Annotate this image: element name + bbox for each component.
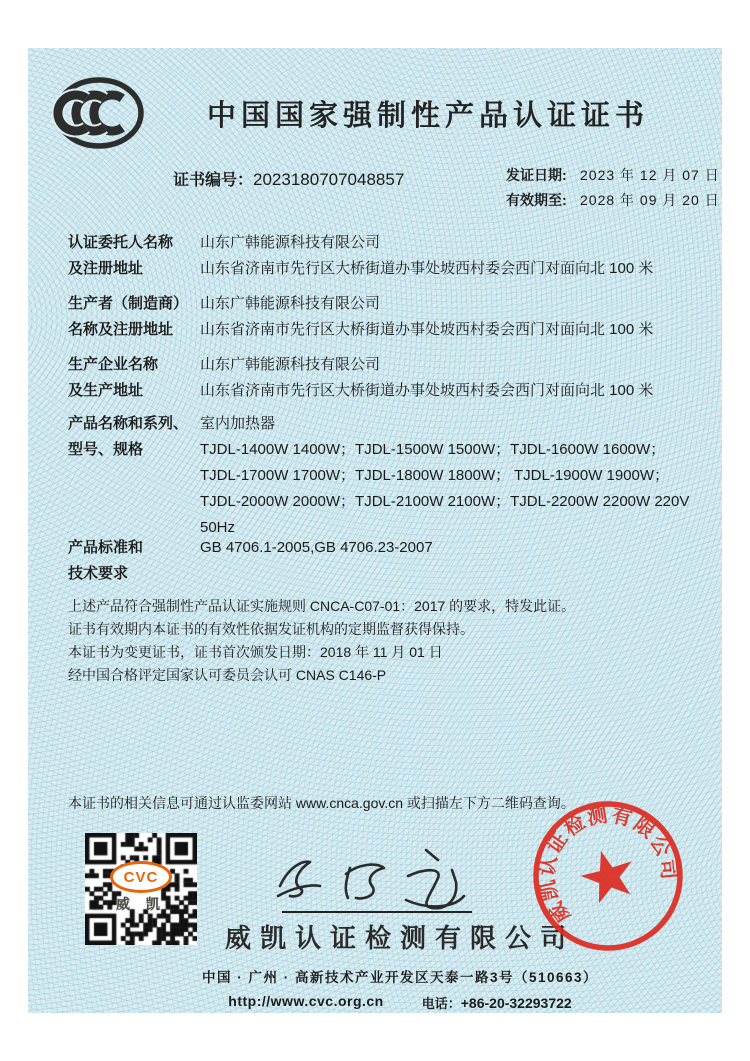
applicant-label-1: 认证委托人名称 bbox=[68, 234, 174, 251]
product-label-1: 产品名称和系列、 bbox=[68, 415, 189, 432]
issuer-website: http://www.cvc.org.cn bbox=[228, 993, 384, 1009]
expiry-date-row bbox=[506, 188, 720, 213]
certificate-number-label: 证书编号： bbox=[173, 172, 254, 189]
product-models-line: TJDL-1400W 1400W；TJDL-1500W 1500W；TJDL-1600W 1600W； bbox=[200, 441, 666, 458]
issuer-company-name: 威凯认证检测有限公司 bbox=[224, 923, 575, 953]
signature-line bbox=[282, 911, 472, 913]
signature bbox=[258, 838, 488, 913]
manufacturer-label-1: 生产者（制造商） bbox=[68, 295, 189, 312]
standard-label-2: 技术要求 bbox=[68, 565, 129, 582]
factory-label-1: 生产企业名称 bbox=[68, 356, 159, 373]
manufacturer-address: 山东省济南市先行区大桥街道办事处坡西村委会西门对面向北 100 米 bbox=[200, 321, 654, 338]
seal-text: 威凯认证检测有限公司 bbox=[536, 804, 680, 927]
cvc-logo bbox=[107, 861, 175, 917]
contact-row bbox=[80, 993, 720, 1012]
issue-date-value: 2023 年 12 月 07 日 bbox=[580, 167, 720, 183]
issue-date-label: 发证日期: bbox=[506, 167, 567, 183]
issuer-address: 中国 · 广州 · 高新技术产业开发区天泰一路3号（510663） bbox=[201, 970, 599, 985]
certificate-number-row bbox=[173, 167, 404, 190]
product-section bbox=[68, 411, 698, 541]
factory-address: 山东省济南市先行区大桥街道办事处坡西村委会西门对面向北 100 米 bbox=[200, 382, 654, 399]
issue-date-row bbox=[506, 163, 720, 188]
ccc-mark-icon bbox=[52, 76, 146, 150]
applicant-label-2: 及注册地址 bbox=[68, 260, 144, 277]
factory-section bbox=[68, 352, 698, 404]
manufacturer-section bbox=[68, 291, 698, 343]
standard-value: GB 4706.1-2005,GB 4706.23-2007 bbox=[200, 539, 433, 556]
certificate-title: 中国国家强制性产品认证证书 bbox=[206, 100, 649, 132]
issuer-phone bbox=[422, 993, 572, 1012]
product-models-line: TJDL-1700W 1700W；TJDL-1800W 1800W； TJDL-1900W 1900W； bbox=[200, 467, 670, 484]
standard-section bbox=[68, 535, 698, 587]
manufacturer-name: 山东广韩能源科技有限公司 bbox=[200, 295, 381, 312]
statements-block bbox=[68, 595, 698, 687]
statement-line: 证书有效期内本证书的有效性依据发证机构的定期监督获得保持。 bbox=[68, 621, 474, 637]
applicant-name: 山东广韩能源科技有限公司 bbox=[200, 234, 381, 251]
product-label-2: 型号、规格 bbox=[68, 441, 144, 458]
qr-info-line: 本证书的相关信息可通过认监委网站 www.cnca.gov.cn 或扫描左下方二维码查询。 bbox=[68, 795, 575, 811]
product-models-line: 50Hz bbox=[200, 519, 236, 536]
expiry-date-label: 有效期至: bbox=[506, 192, 567, 208]
company-seal bbox=[528, 796, 688, 956]
factory-label-2: 及生产地址 bbox=[68, 382, 144, 399]
phone-value: +86-20-32293722 bbox=[460, 995, 572, 1011]
factory-name: 山东广韩能源科技有限公司 bbox=[200, 356, 381, 373]
dates-block bbox=[506, 163, 720, 213]
phone-label: 电话： bbox=[421, 996, 461, 1011]
cvc-logo-subtext: 威 凯 bbox=[116, 896, 166, 912]
statement-line: 经中国合格评定国家认可委员会认可 CNAS C146-P bbox=[68, 667, 387, 683]
expiry-date-value: 2028 年 09 月 20 日 bbox=[580, 192, 720, 208]
standard-label-1: 产品标准和 bbox=[68, 539, 144, 556]
seal-star-icon bbox=[575, 844, 640, 907]
product-name: 室内加热器 bbox=[200, 415, 276, 432]
statement-line: 本证书为变更证书，证书首次颁发日期：2018 年 11 月 01 日 bbox=[68, 644, 443, 660]
certificate-number-value: 2023180707048857 bbox=[253, 170, 405, 189]
certificate-sheet bbox=[28, 48, 722, 1013]
applicant-address: 山东省济南市先行区大桥街道办事处坡西村委会西门对面向北 100 米 bbox=[200, 260, 654, 277]
statement-line: 上述产品符合强制性产品认证实施规则 CNCA-C07-01：2017 的要求，特发此证。 bbox=[68, 598, 576, 614]
manufacturer-label-2: 名称及注册地址 bbox=[68, 321, 174, 338]
product-models-line: TJDL-2000W 2000W；TJDL-2100W 2100W；TJDL-2200W 2200W 220V bbox=[200, 493, 690, 510]
cvc-logo-ellipse bbox=[110, 861, 172, 893]
cvc-logo-text: CVC bbox=[123, 868, 159, 886]
applicant-section bbox=[68, 230, 698, 282]
